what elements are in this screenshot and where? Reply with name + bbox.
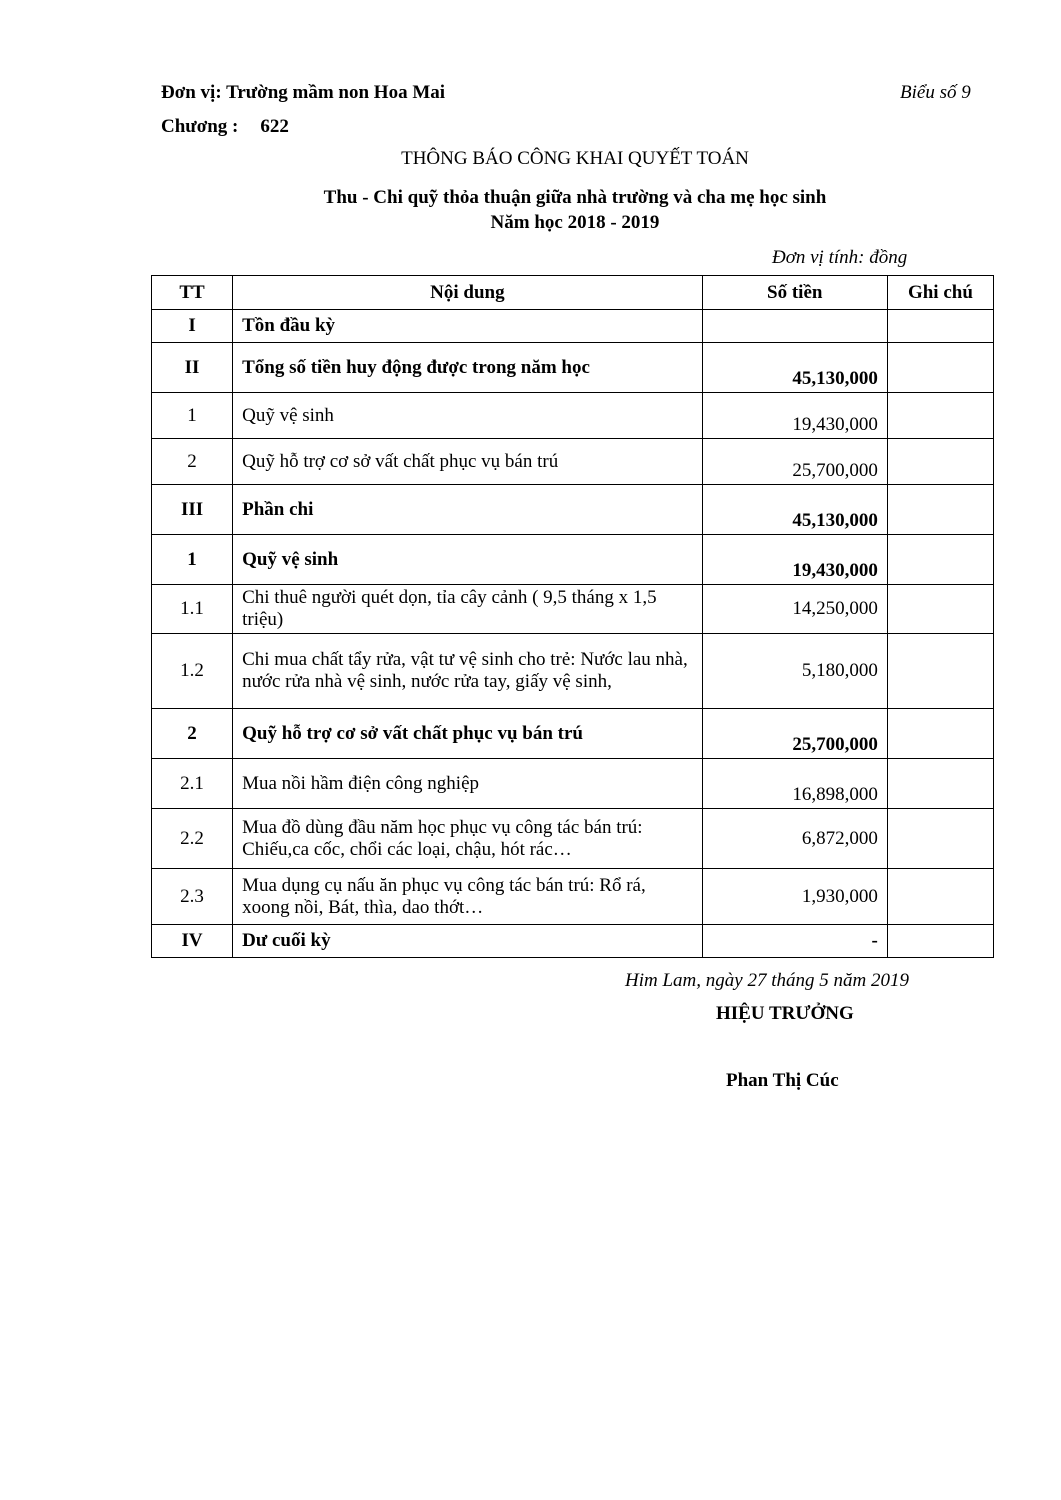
row-content: Chi mua chất tẩy rửa, vật tư vệ sinh cho trẻ: Nước lau nhà, nước rửa nhà vệ sinh, nước rửa tay, giấy vệ sinh, <box>233 634 703 709</box>
row-content: Dư cuối kỳ <box>233 925 703 958</box>
row-content: Mua nồi hầm điện công nghiệp <box>233 759 703 809</box>
table-row <box>152 535 994 585</box>
row-amount: 45,130,000 <box>702 343 887 393</box>
column-header-amount: Số tiền <box>702 276 887 310</box>
row-amount: 6,872,000 <box>702 809 887 869</box>
chapter-line <box>161 116 289 138</box>
row-note <box>887 925 993 958</box>
row-tt: 2.3 <box>152 869 233 925</box>
row-tt: 1.2 <box>152 634 233 709</box>
row-tt: 2 <box>152 709 233 759</box>
signer-name: Phan Thị Cúc <box>726 1070 839 1091</box>
row-note <box>887 809 993 869</box>
form-number: Biểu số 9 <box>900 82 971 103</box>
table-row <box>152 759 994 809</box>
row-tt: 2 <box>152 439 233 485</box>
place-date: Him Lam, ngày 27 tháng 5 năm 2019 <box>625 970 909 991</box>
row-content: Quỹ hỗ trợ cơ sở vất chất phục vụ bán trú <box>233 439 703 485</box>
row-amount: 14,250,000 <box>702 585 887 634</box>
column-header-tt: TT <box>152 276 233 310</box>
row-amount: 19,430,000 <box>702 393 887 439</box>
table-header-row <box>152 276 994 310</box>
row-note <box>887 759 993 809</box>
row-tt: IV <box>152 925 233 958</box>
row-amount: 45,130,000 <box>702 485 887 535</box>
subtitle-line-2: Năm học 2018 - 2019 <box>490 212 660 233</box>
row-tt: 2.2 <box>152 809 233 869</box>
chapter-code: 622 <box>260 116 289 137</box>
row-tt: 1 <box>152 535 233 585</box>
row-note <box>887 310 993 343</box>
row-content: Tồn đầu kỳ <box>233 310 703 343</box>
row-content: Mua đồ dùng đầu năm học phục vụ công tác bán trú: Chiếu,ca cốc, chổi các loại, chậu, hót rác… <box>233 809 703 869</box>
row-amount: 25,700,000 <box>702 439 887 485</box>
row-note <box>887 439 993 485</box>
table-row <box>152 634 994 709</box>
table-row <box>152 585 994 634</box>
table-row <box>152 310 994 343</box>
row-content: Mua dụng cụ nấu ăn phục vụ công tác bán trú: Rổ rá, xoong nồi, Bát, thìa, dao thớt… <box>233 869 703 925</box>
table-row <box>152 439 994 485</box>
document-title: THÔNG BÁO CÔNG KHAI QUYẾT TOÁN <box>401 148 749 169</box>
row-content: Quỹ vệ sinh <box>233 393 703 439</box>
row-amount: 25,700,000 <box>702 709 887 759</box>
settlement-table <box>151 275 994 958</box>
row-content: Phần chi <box>233 485 703 535</box>
row-note <box>887 634 993 709</box>
table-row <box>152 485 994 535</box>
row-tt: 2.1 <box>152 759 233 809</box>
subtitle-line-1: Thu - Chi quỹ thỏa thuận giữa nhà trường và cha mẹ học sinh <box>323 187 827 208</box>
table-row <box>152 393 994 439</box>
row-tt: II <box>152 343 233 393</box>
table-row <box>152 709 994 759</box>
row-note <box>887 869 993 925</box>
row-content: Quỹ hỗ trợ cơ sở vất chất phục vụ bán trú <box>233 709 703 759</box>
unit-name: Đơn vị: Trường mầm non Hoa Mai <box>161 82 446 103</box>
row-amount: - <box>702 925 887 958</box>
row-tt: 1.1 <box>152 585 233 634</box>
row-amount: 1,930,000 <box>702 869 887 925</box>
row-tt: III <box>152 485 233 535</box>
table-row <box>152 925 994 958</box>
row-note <box>887 709 993 759</box>
row-content: Tổng số tiền huy động được trong năm học <box>233 343 703 393</box>
currency-unit: Đơn vị tính: đồng <box>772 247 908 268</box>
row-amount: 19,430,000 <box>702 535 887 585</box>
row-amount: 16,898,000 <box>702 759 887 809</box>
chapter-label: Chương : <box>161 116 239 137</box>
signer-title: HIỆU TRƯỞNG <box>716 1003 854 1024</box>
document-subtitle <box>0 185 1061 235</box>
row-tt: 1 <box>152 393 233 439</box>
table-row <box>152 869 994 925</box>
row-note <box>887 343 993 393</box>
column-header-note: Ghi chú <box>887 276 993 310</box>
row-note <box>887 485 993 535</box>
row-note <box>887 585 993 634</box>
row-content: Chi thuê người quét dọn, tỉa cây cảnh ( 9,5 tháng x 1,5 triệu) <box>233 585 703 634</box>
row-amount <box>702 310 887 343</box>
row-tt: I <box>152 310 233 343</box>
row-content: Quỹ vệ sinh <box>233 535 703 585</box>
table-row <box>152 809 994 869</box>
row-note <box>887 535 993 585</box>
column-header-content: Nội dung <box>233 276 703 310</box>
table-row <box>152 343 994 393</box>
row-note <box>887 393 993 439</box>
row-amount: 5,180,000 <box>702 634 887 709</box>
